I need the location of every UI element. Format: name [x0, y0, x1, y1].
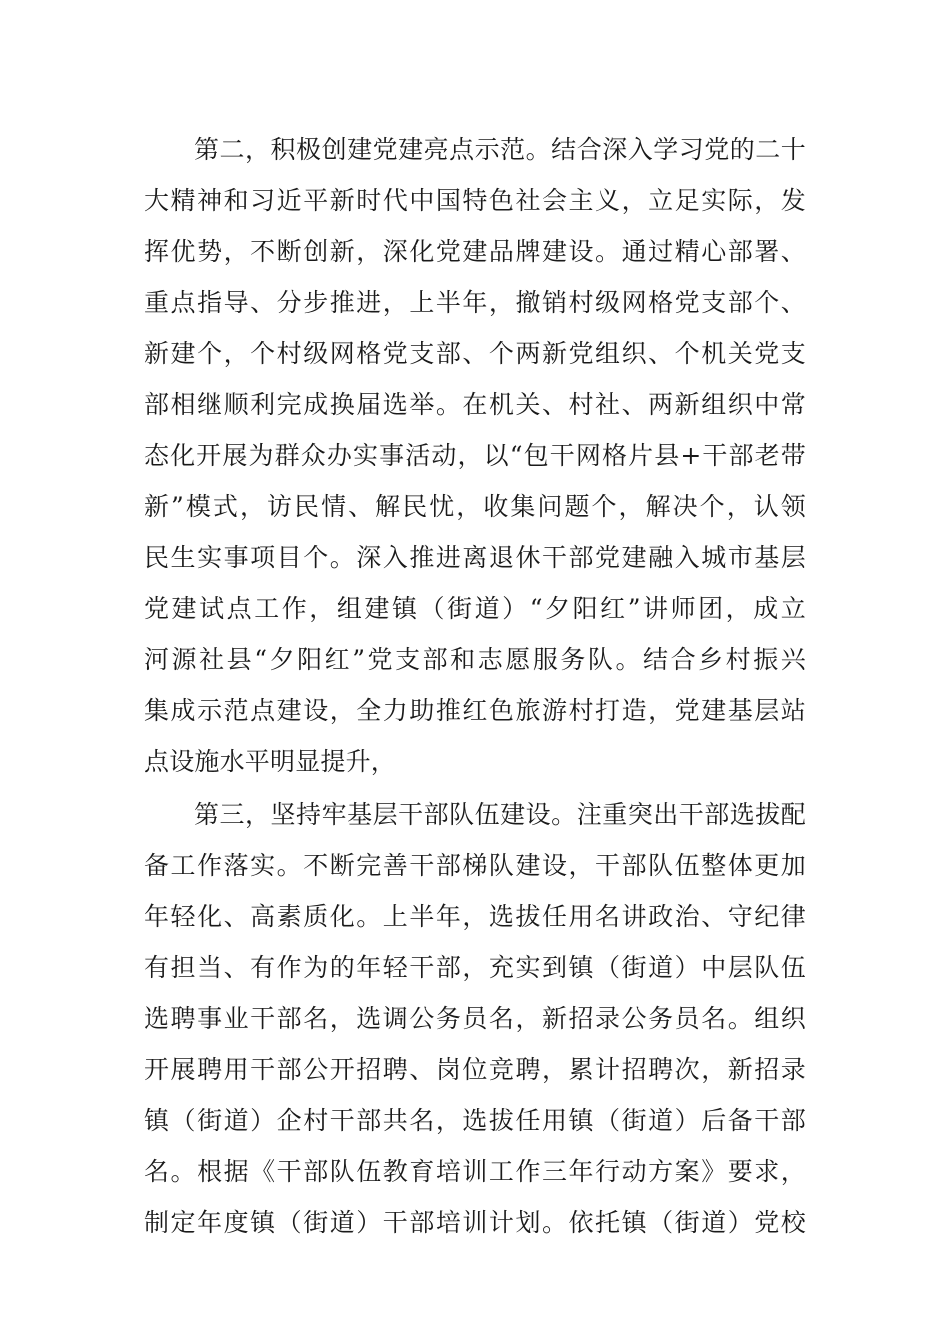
text-line: 第二，积极创建党建亮点示范。结合深入学习党的二十	[194, 135, 806, 164]
text-line: 态化开展为群众办实事活动，以“包干网格片县+干部老带	[144, 441, 806, 470]
text-line: 备工作落实。不断完善干部梯队建设，干部队伍整体更加	[144, 851, 806, 880]
paragraph-second	[144, 124, 806, 787]
text-line: 镇（街道）企村干部共名，选拔任用镇（街道）后备干部	[144, 1106, 806, 1135]
text-line: 选聘事业干部名，选调公务员名，新招录公务员名。组织	[144, 1004, 806, 1033]
text-line: 集成示范点建设，全力助推红色旅游村打造，党建基层站	[144, 696, 806, 725]
text-line: 党建试点工作，组建镇（街道）“夕阳红”讲师团，成立	[144, 594, 806, 623]
text-line: 民生实事项目个。深入推进离退休干部党建融入城市基层	[144, 543, 806, 572]
text-line: 点设施水平明显提升，	[144, 747, 397, 776]
text-line: 开展聘用干部公开招聘、岗位竞聘，累计招聘次，新招录	[144, 1055, 806, 1084]
text-line: 年轻化、高素质化。上半年，选拔任用名讲政治、守纪律	[144, 902, 806, 931]
text-line: 新建个，个村级网格党支部、个两新党组织、个机关党支	[144, 339, 806, 368]
text-line: 大精神和习近平新时代中国特色社会主义，立足实际，发	[144, 186, 806, 215]
paragraph-third	[144, 789, 806, 1248]
text-line: 制定年度镇（街道）干部培训计划。依托镇（街道）党校	[144, 1208, 806, 1237]
text-line: 名。根据《干部队伍教育培训工作三年行动方案》要求，	[144, 1157, 806, 1186]
text-line: 挥优势，不断创新，深化党建品牌建设。通过精心部署、	[144, 237, 806, 266]
text-line: 部相继顺利完成换届选举。在机关、村社、两新组织中常	[144, 390, 806, 419]
document-body	[144, 124, 806, 1248]
text-line: 重点指导、分步推进，上半年，撤销村级网格党支部个、	[144, 288, 806, 317]
text-line: 第三，坚持牢基层干部队伍建设。注重突出干部选拔配	[194, 800, 806, 829]
text-line: 河源社县“夕阳红”党支部和志愿服务队。结合乡村振兴	[144, 645, 806, 674]
text-line: 有担当、有作为的年轻干部，充实到镇（街道）中层队伍	[144, 953, 806, 982]
text-line: 新”模式，访民情、解民忧，收集问题个，解决个，认领	[144, 492, 806, 521]
